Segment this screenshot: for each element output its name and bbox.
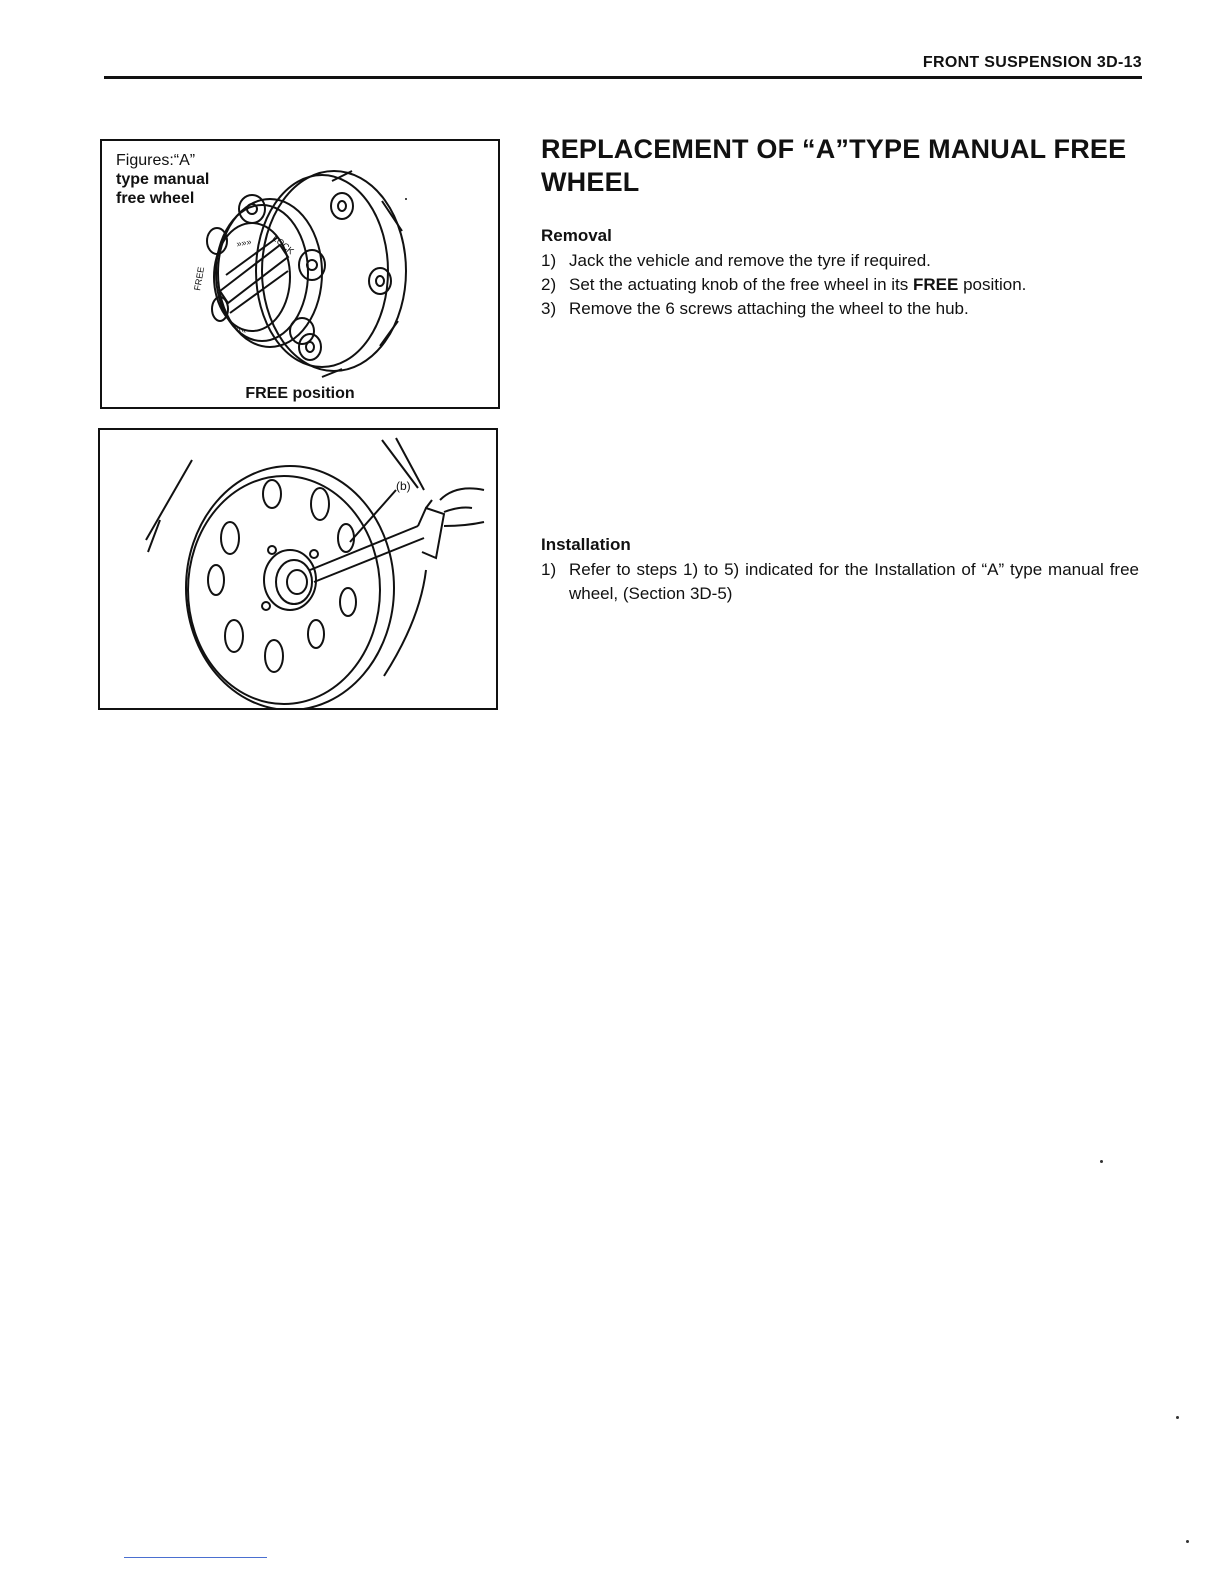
step-number: 1)	[541, 560, 557, 579]
step-number: 3)	[541, 299, 557, 318]
figure-caption: FREE position	[245, 385, 355, 402]
step-number: 1)	[541, 251, 557, 270]
wheel-wrench-illustration	[100, 430, 496, 708]
svg-text:»»»: »»»	[235, 236, 253, 249]
removal-step	[541, 297, 1141, 321]
removal-steps	[541, 249, 1141, 321]
removal-heading: Removal	[541, 226, 612, 245]
svg-text:««: ««	[235, 323, 248, 336]
figure-label-line2: type manual	[116, 171, 210, 188]
svg-text:LOCK: LOCK	[270, 232, 296, 257]
step-text: Jack the vehicle and remove the tyre if required.	[569, 251, 931, 270]
figure-free-wheel	[100, 139, 500, 409]
step-text: Set the actuating knob of the free wheel in its	[569, 275, 913, 294]
scan-mark-line	[124, 1557, 267, 1558]
running-title: FRONT SUSPENSION 3D-13	[922, 54, 1142, 71]
step-text: position.	[958, 275, 1027, 294]
installation-steps	[541, 558, 1139, 606]
scan-speck	[1186, 1540, 1189, 1543]
step-number: 2)	[541, 275, 557, 294]
figure-label-line1: Figures:“A”	[116, 152, 196, 169]
removal-step	[541, 249, 1141, 273]
callout-label: (b)	[396, 479, 411, 493]
scan-speck	[1100, 1160, 1103, 1163]
figure-wheel-wrench	[98, 428, 498, 710]
scan-speck	[1176, 1416, 1179, 1419]
svg-text:FREE: FREE	[192, 265, 207, 292]
installation-step	[541, 558, 1139, 606]
section-title: REPLACEMENT OF “A”TYPE MANUAL FREE WHEEL	[541, 134, 1127, 197]
figure-label-line3: free wheel	[116, 190, 195, 207]
installation-heading: Installation	[541, 535, 631, 554]
header-rule	[104, 76, 1142, 79]
removal-step	[541, 273, 1141, 297]
step-text-bold: FREE	[913, 275, 959, 294]
step-text: Remove the 6 screws attaching the wheel to the hub.	[569, 299, 969, 318]
figure-label	[116, 151, 246, 208]
step-text: Refer to steps 1) to 5) indicated for the Installation of “A” type manual free wheel, (Section 3D-5)	[569, 560, 1139, 603]
